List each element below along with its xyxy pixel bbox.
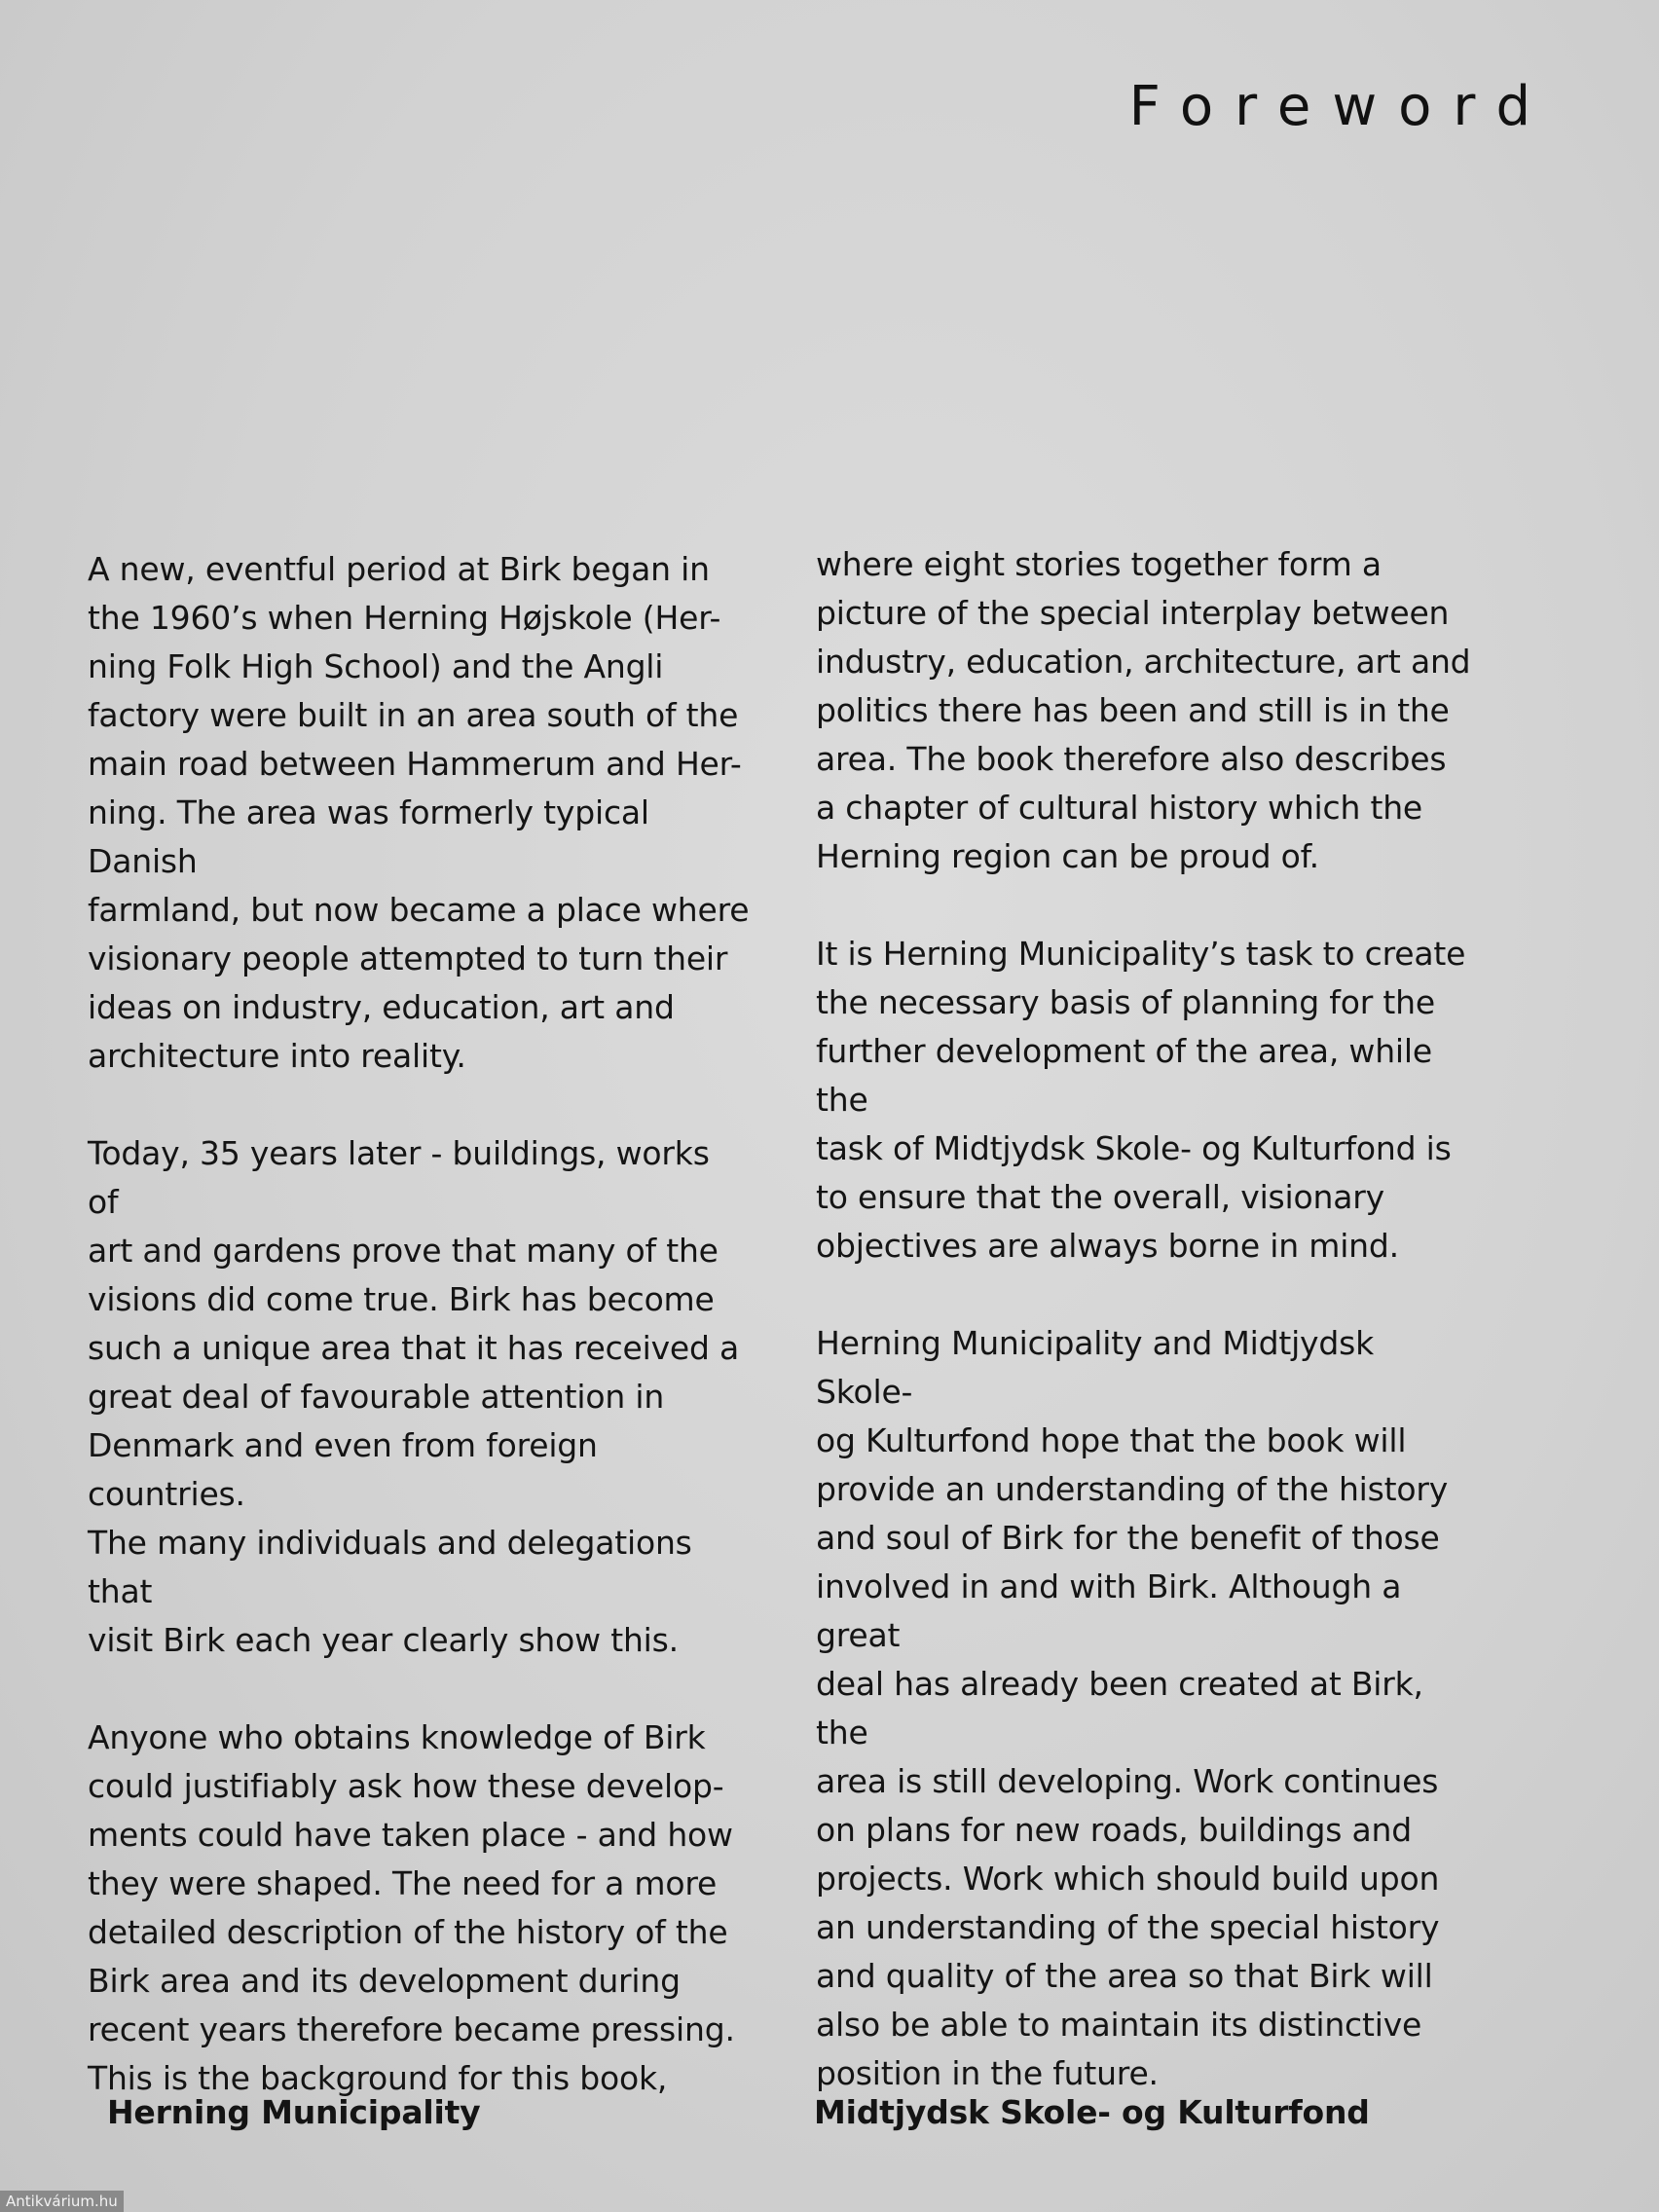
signature-herning-municipality: Herning Municipality: [107, 2093, 481, 2131]
page-title: Foreword: [1128, 75, 1552, 138]
paragraph: Herning Municipality and Midtjydsk Skole- og Kulturfond hope that the book will provide an understanding of the history and soul of Birk for the benefit of those involved in and with Birk. Although a great deal has already been created at Birk, the area is still developing. Work continues on plans for new roads, buildings and projects. Work which should build upon an understanding of the special history and quality of the area so that Birk will also be able to maintain its distinctive position in the future.: [816, 1324, 1449, 2092]
signature-kulturfond: Midtjydsk Skole- og Kulturfond: [814, 2093, 1370, 2131]
paragraph: Today, 35 years later - buildings, works of art and gardens prove that many of the visions did come true. Birk has become such a unique area that it has received a great deal of favourable attention in Denmark and even from foreign countries. The many individuals and delegations that visit Birk each year clearly show this.: [88, 1134, 740, 1659]
paragraph: It is Herning Municipality’s task to create the necessary basis of planning for the further development of the area, while the task of Midtjydsk Skole- og Kulturfond is to ensure that the overall, visionary objectives are always borne in mind.: [816, 935, 1466, 1265]
paragraph: A new, eventful period at Birk began in the 1960’s when Herning Højskole (Her- ning Folk High School) and the Angli factory were built in an area south of the main road between Hammerum and Her- ning. The area was formerly typical Danish farmland, but now became a place where visionary people attempted to turn their ideas on industry, education, art and architecture into reality.: [88, 550, 750, 1075]
paragraph: where eight stories together form a picture of the special interplay between industry, education, architecture, art and politics there has been and still is in the area. The book therefore also describes a chapter of cultural history which the Herning region can be proud of.: [816, 545, 1471, 875]
watermark: Antikvárium.hu: [0, 2191, 124, 2212]
left-column: [88, 545, 750, 2152]
right-column: [816, 540, 1478, 2147]
paragraph: Anyone who obtains knowledge of Birk could justifiably ask how these develop- ments could have taken place - and how they were shaped. The need for a more detailed description of the history of the Birk area and its development during recent years therefore became pressing. This is the background for this book,: [88, 1718, 735, 2097]
